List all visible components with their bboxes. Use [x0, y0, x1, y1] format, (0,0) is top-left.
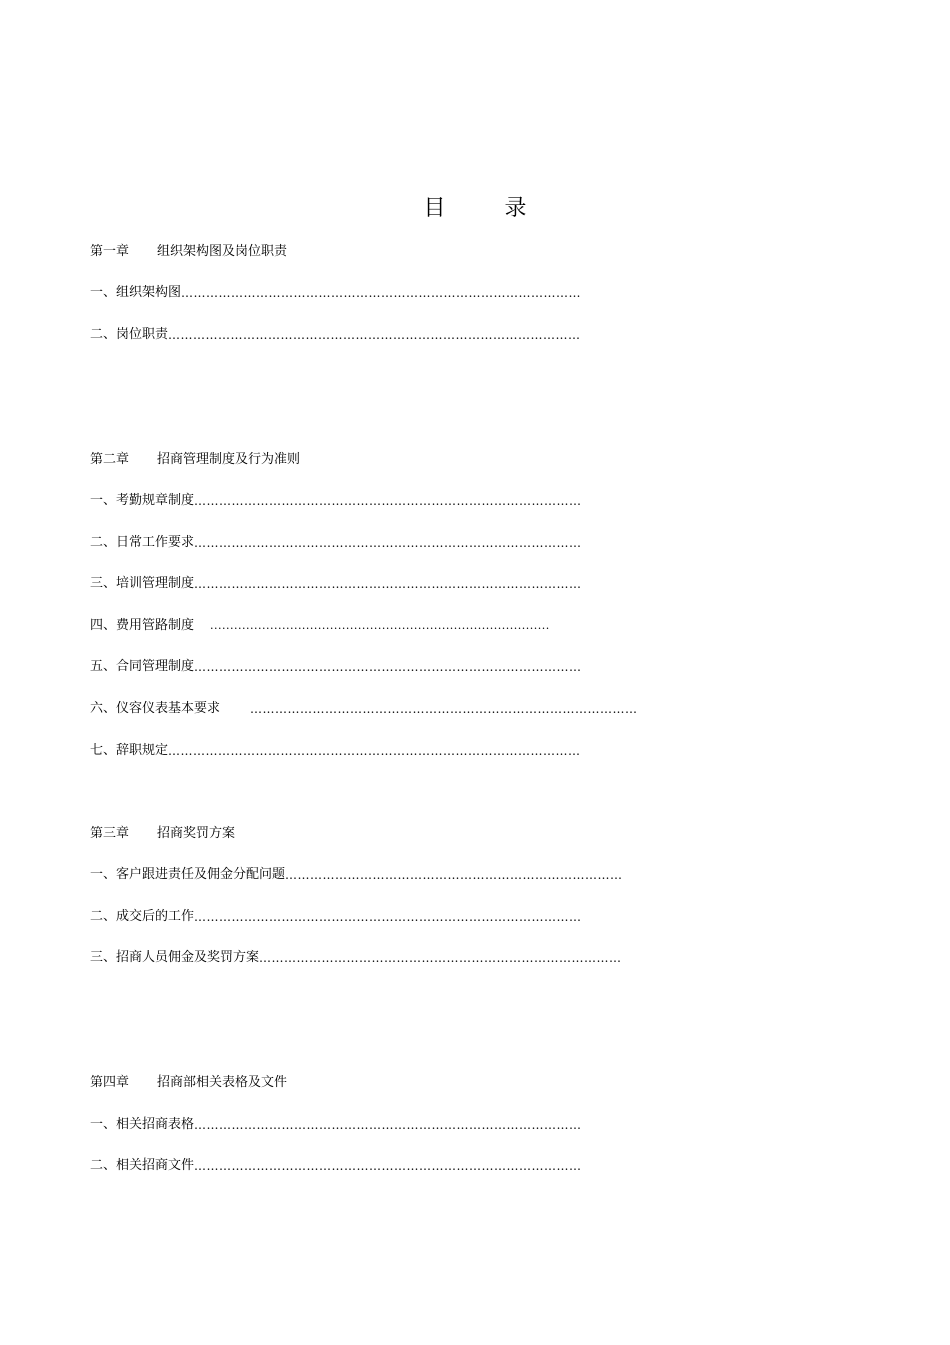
toc-leader: ……………………………………………………………………………………… [168, 328, 581, 342]
toc-entry[interactable] [90, 742, 716, 760]
chapter-title: 招商部相关表格及文件 [157, 1075, 288, 1090]
toc-entry[interactable] [90, 949, 716, 967]
toc-entry[interactable] [90, 908, 716, 926]
toc-entry-label: 一、组织架构图 [90, 285, 182, 300]
toc-entry[interactable] [90, 326, 716, 344]
toc-leader: ………………………………………………………………………………… [194, 910, 582, 924]
toc-entry-label: 四、费用管路制度 [90, 618, 195, 633]
toc-leader: ………………………………………………………………………………… [194, 494, 582, 508]
toc-leader: …………………………………………………………………………………… [181, 286, 582, 300]
toc-leader: ……………………………………………………………………… [285, 868, 623, 882]
chapter-title: 招商管理制度及行为准则 [157, 452, 301, 467]
toc-entry-label: 一、相关招商表格 [90, 1117, 195, 1132]
toc-entry-label: 七、辞职规定 [90, 743, 169, 758]
toc-title: 目 录 [423, 196, 553, 221]
chapter-1-heading [90, 243, 287, 261]
toc-entry-label: 二、相关招商文件 [90, 1158, 195, 1173]
toc-entry[interactable] [90, 1116, 716, 1134]
chapter-number: 第二章 [90, 452, 130, 467]
toc-entry-label: 三、培训管理制度 [90, 576, 195, 591]
toc-leader: ………………………………………………………………………………… [194, 660, 582, 674]
toc-entry-label: 二、成交后的工作 [90, 909, 195, 924]
toc-entry-label: 一、考勤规章制度 [90, 493, 195, 508]
toc-leader: ……………………………………………………………………………………… [168, 744, 581, 758]
toc-leader: ………………………………………………………………………………… [194, 1159, 582, 1173]
toc-leader: ..................................................................................... [210, 619, 550, 632]
toc-entry-label: 六、仪容仪表基本要求 [90, 701, 221, 716]
chapter-title: 组织架构图及岗位职责 [157, 244, 288, 259]
toc-entry[interactable] [90, 534, 716, 552]
chapter-3-heading [90, 825, 235, 843]
toc-entry-label: 二、日常工作要求 [90, 535, 195, 550]
chapter-title: 招商奖罚方案 [157, 826, 236, 841]
chapter-number: 第四章 [90, 1075, 130, 1090]
toc-leader: …………………………………………………………………………… [259, 951, 622, 965]
toc-entry-label: 一、客户跟进责任及佣金分配问题 [90, 867, 286, 882]
toc-entry[interactable] [90, 575, 716, 593]
chapter-number: 第一章 [90, 244, 130, 259]
toc-leader: ………………………………………………………………………………… [194, 1118, 582, 1132]
toc-entry[interactable] [90, 866, 716, 884]
chapter-number: 第三章 [90, 826, 130, 841]
toc-entry-label: 三、招商人员佣金及奖罚方案 [90, 950, 260, 965]
toc-leader: ………………………………………………………………………………… [250, 702, 638, 716]
toc-entry[interactable] [90, 284, 716, 302]
chapter-2-heading [90, 451, 300, 469]
toc-entry-label: 五、合同管理制度 [90, 659, 195, 674]
toc-leader: ………………………………………………………………………………… [194, 577, 582, 591]
toc-entry[interactable] [90, 492, 716, 510]
toc-entry[interactable] [90, 1157, 716, 1175]
toc-leader: ………………………………………………………………………………… [194, 536, 582, 550]
toc-entry[interactable] [90, 700, 730, 718]
toc-entry[interactable] [90, 617, 550, 635]
toc-entry[interactable] [90, 658, 716, 676]
toc-entry-label: 二、岗位职责 [90, 327, 169, 342]
chapter-4-heading [90, 1074, 287, 1092]
